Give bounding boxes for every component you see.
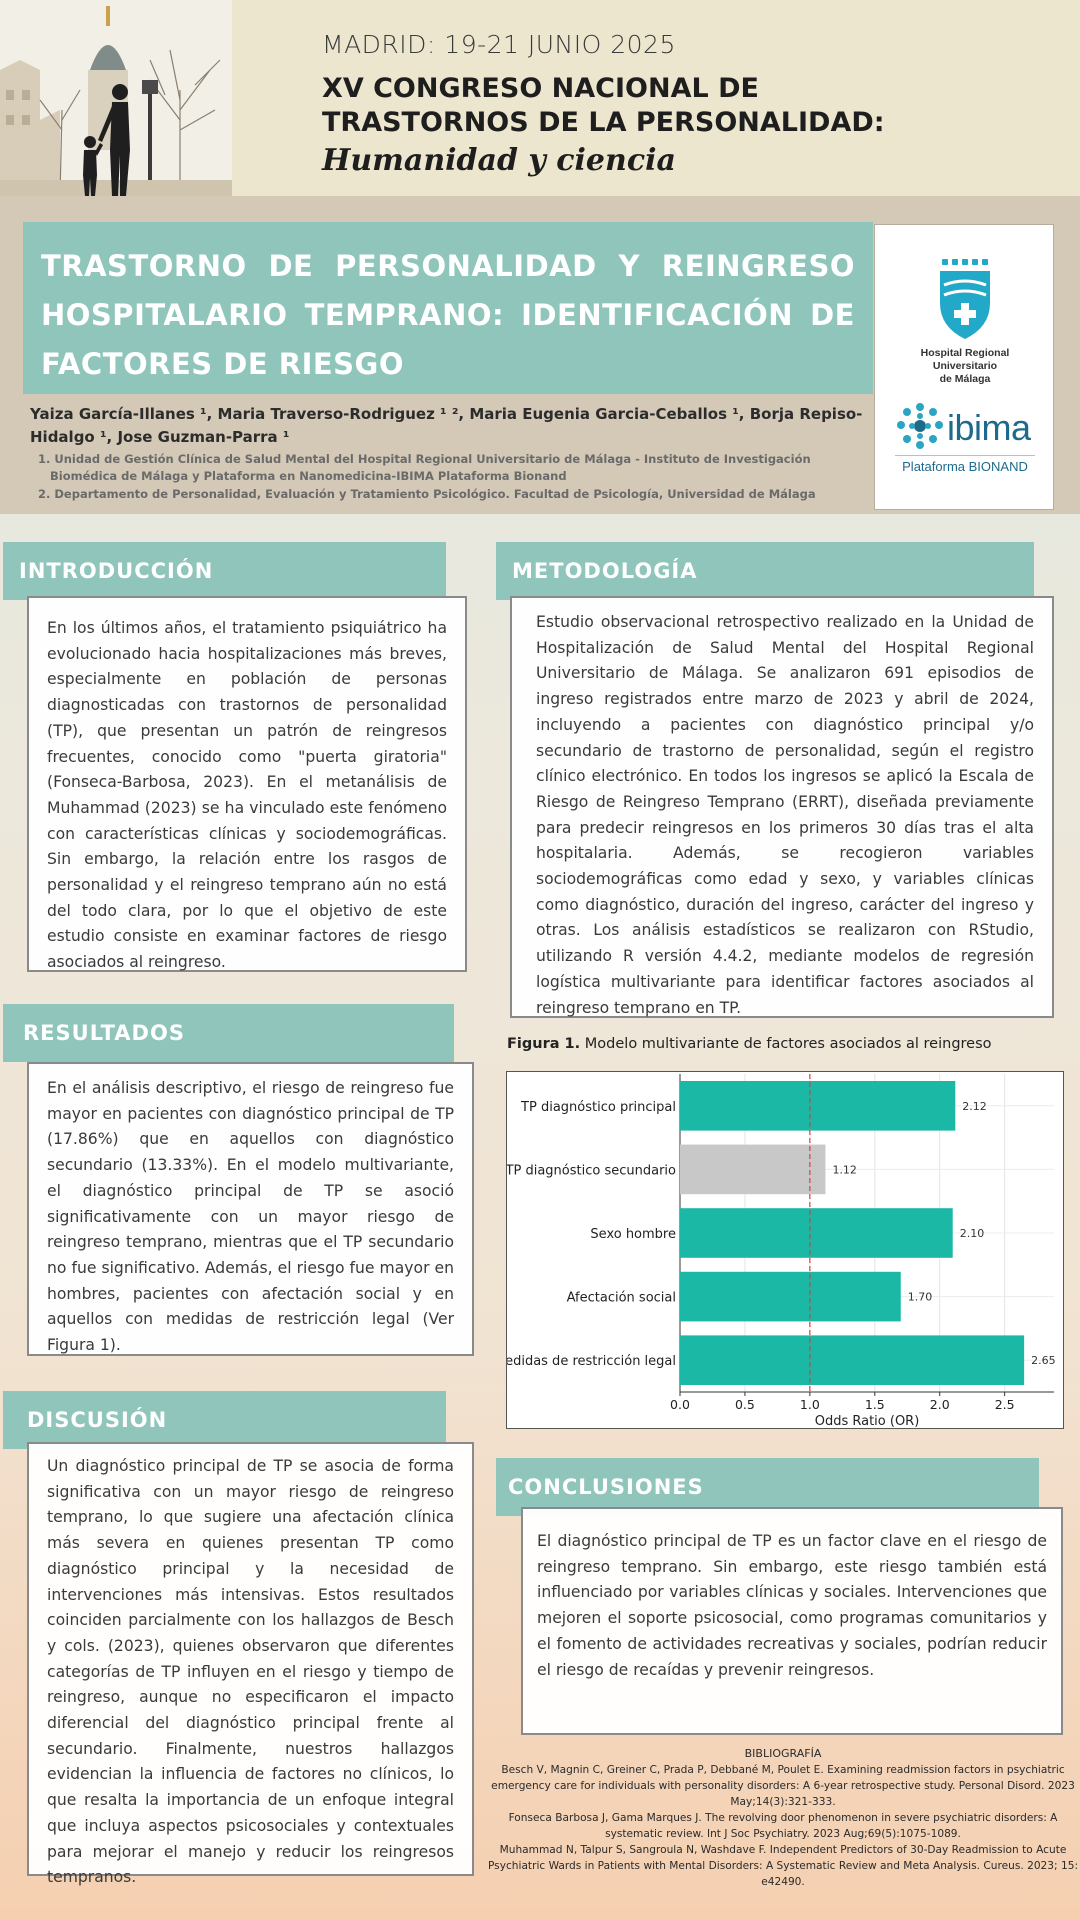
references-title: BIBLIOGRAFÍA <box>744 1747 822 1760</box>
bar-value-label: 1.12 <box>832 1163 857 1177</box>
bar <box>680 1335 1024 1385</box>
discusion-heading: DISCUSIÓN <box>3 1391 446 1449</box>
affiliation-text: Unidad de Gestión Clínica de Salud Mental del Hospital Regional Universitario de Málaga - Instituto de Investigación Biomédica de Málaga y Plataforma en Nanomedicina-IBIMA Plataforma Bionand <box>50 452 811 483</box>
references <box>486 1746 1080 1890</box>
header-illustration <box>0 0 232 196</box>
conference-title-line2: TRASTORNOS DE LA PERSONALIDAD: <box>322 107 885 138</box>
hospital-shield-icon <box>938 259 992 341</box>
figure-caption-text: Modelo multivariante de factores asociados al reingreso <box>580 1036 992 1052</box>
authors: Yaiza García-Illanes ¹, Maria Traverso-Rodriguez ¹ ², Maria Eugenia Garcia-Ceballos ¹, Borja Repiso-Hidalgo ¹, Jose Guzman-Parra ¹ <box>30 405 863 446</box>
category-label: Afectación social <box>566 1290 676 1306</box>
bionand-logo-text: Plataforma BIONAND <box>902 459 1028 474</box>
logos-panel <box>874 224 1054 510</box>
figure-label: Figura 1. <box>507 1036 581 1052</box>
introduccion-text: En los últimos años, el tratamiento psiquiátrico ha evolucionado hacia hospitalizaciones más breves, especialmente en población de personas diagnosticadas con trastornos de personalidad (TP), que presentan un patrón de reingresos frecuentes, conocido como "puerta giratoria" (Fonseca-Barbosa, 2023). En el metanálisis de Muhammad (2023) se ha vinculado este fenómeno con características clínicas y sociodemográficas. Sin embargo, la relación entre los rasgos de personalidad y el reingreso temprano aún no está del todo clara, por lo que el objetivo de este estudio consiste en examinar factores de riesgo asociados al reingreso. <box>47 619 447 972</box>
conference-title <box>322 72 885 140</box>
ibima-logo-text: ibima <box>947 407 1031 448</box>
ibima-molecule-icon <box>895 401 945 451</box>
x-tick-label: 2.5 <box>994 1397 1015 1412</box>
affiliation-number: 2. <box>38 487 51 501</box>
conference-title-line1: XV CONGRESO NACIONAL DE <box>322 73 759 104</box>
figure-chart <box>506 1071 1064 1429</box>
reference-item: Besch V, Magnin C, Greiner C, Prada P, Debbané M, Poulet E. Examining readmission factors in psychiatric emergency care for individuals with personality disorders: A 6-year retrospective study. Personal Disord. 2023 May;14(3):321-333. <box>491 1764 1075 1808</box>
x-axis-title: Odds Ratio (OR) <box>814 1414 920 1428</box>
hospital-name-line2: Universitario <box>932 360 998 372</box>
reference-item: Fonseca Barbosa J, Gama Marques J. The revolving door phenomenon in severe psychiatric disorders: A systematic review. Int J Soc Psychiatry. 2023 Aug;69(5):1075-1089. <box>508 1812 1058 1840</box>
x-tick-label: 1.0 <box>799 1397 820 1412</box>
introduccion-heading: INTRODUCCIÓN <box>3 542 446 600</box>
hospital-name-line3: de Málaga <box>939 373 991 385</box>
conclusiones-box <box>521 1507 1063 1735</box>
hospital-name <box>875 347 1055 386</box>
odds-ratio-chart <box>507 1072 1063 1428</box>
bar-value-label: 2.12 <box>962 1099 987 1113</box>
introduccion-box <box>27 596 467 972</box>
conference-date: MADRID: 19-21 JUNIO 2025 <box>322 30 676 59</box>
discusion-text: Un diagnóstico principal de TP se asocia de forma significativa con un mayor riesgo de reingreso temprano, lo que sugiere una afectación clínica más severa en quienes presentan TP como diagnóstico principal y la necesidad de intervenciones más intensivas. Estos resultados coinciden parcialmente con los hallazgos de Besch y cols. (2023), quienes observaron que diferentes categorías de TP influyen en el riesgo y tiempo de reingreso, aunque no especificaron el impacto diferencial del diagnóstico principal frente al secundario. Finalmente, nuestros hallazgos evidencian la influencia de factores no clínicos, lo que resalta la importancia de un enfoque integral que incluya aspectos psicosociales y contextuales para mejorar el manejo y reducir los reingresos tempranos. <box>47 1457 454 1887</box>
discusion-box <box>27 1442 474 1887</box>
x-tick-label: 1.5 <box>864 1397 885 1412</box>
hospital-name-line1: Hospital Regional <box>920 347 1010 359</box>
affiliation-text: Departamento de Personalidad, Evaluación y Tratamiento Psicológico. Facultad de Psicología, Universidad de Málaga <box>54 487 816 501</box>
poster-title-box <box>23 222 873 394</box>
resultados-box <box>27 1062 474 1356</box>
resultados-heading: RESULTADOS <box>3 1004 454 1062</box>
metodologia-text: Estudio observacional retrospectivo realizado en la Unidad de Hospitalización de Salud Mental del Hospital Regional Universitario de Málaga. Se analizaron 691 episodios de ingreso registrados entre marzo de 2023 y abril de 2024, incluyendo a pacientes con diagnóstico principal y/o secundario de trastorno de personalidad, según el registro clínico electrónico. En todos los ingresos se aplicó la Escala de Riesgo de Reingreso Temprano (ERRT), diseñada previamente para predecir reingresos en los primeros 30 días tras el alta hospitalaria. Además, se recogieron variables sociodemográficas como edad y sexo, y variables clínicas como diagnóstico, duración del ingreso, carácter del ingreso y otras. Los análisis estadísticos se realizaron con RStudio, utilizando R versión 4.4.2, mediante modelos de regresión logística multivariante para identificar factores asociados al reingreso temprano en TP. <box>536 613 1034 1017</box>
conclusiones-text: El diagnóstico principal de TP es un factor clave en el riesgo de reingreso temprano. Sin embargo, este riesgo también está influenciado por variables clínicas y sociales. Intervenciones que mejoren el soporte psicosocial, como programas comunitarios y el fomento de actividades recreativas y sociales, podrían reducir el riesgo de recaídas y prevenir reingresos. <box>537 1532 1047 1679</box>
category-label: TP diagnóstico principal <box>521 1099 676 1115</box>
affiliation-2 <box>38 486 868 503</box>
conference-subtitle: Humanidad y ciencia <box>322 143 676 178</box>
affiliation-number: 1. <box>38 452 51 466</box>
category-label: Medidas de restricción legal <box>507 1354 676 1370</box>
affiliations <box>38 451 868 504</box>
x-tick-label: 0.5 <box>734 1397 755 1412</box>
reference-item: Muhammad N, Talpur S, Sangroula N, Washdave F. Independent Predictors of 30-Day Readmission to Acute Psychiatric Wards in Patients with Mental Disorders: A Systematic Review and Meta Analysis. Cureus. 2023; 15: e42490. <box>487 1844 1079 1888</box>
bar-value-label: 1.70 <box>907 1290 933 1304</box>
x-tick-label: 2.0 <box>929 1397 950 1412</box>
bar <box>680 1272 901 1322</box>
metodologia-box <box>510 596 1054 1018</box>
bar <box>680 1208 953 1258</box>
category-label: Sexo hombre <box>590 1227 676 1242</box>
bar-value-label: 2.65 <box>1031 1354 1056 1368</box>
metodologia-heading: METODOLOGÍA <box>496 542 1034 600</box>
bar <box>680 1145 825 1195</box>
bar <box>680 1081 955 1131</box>
affiliation-1 <box>38 451 868 485</box>
category-label: TP diagnóstico secundario <box>507 1163 676 1179</box>
conclusiones-heading: CONCLUSIONES <box>496 1458 1039 1516</box>
figure-caption <box>507 1036 992 1052</box>
bar-value-label: 2.10 <box>959 1227 985 1240</box>
resultados-text: En el análisis descriptivo, el riesgo de reingreso fue mayor en pacientes con diagnóstico principal de TP (17.86%) que en aquellos con diagnóstico secundario (13.33%). En el modelo multivariante, el diagnóstico principal de TP se asoció significativamente con un mayor riesgo de reingreso temprano, mientras que el TP secundario no fue significativo. Además, el riesgo fue mayor en hombres, pacientes con afectación social y en aquellos con medidas de restricción legal (Ver Figura 1). <box>47 1079 454 1355</box>
x-tick-label: 0.0 <box>670 1397 690 1412</box>
poster-title: TRASTORNO DE PERSONALIDAD Y REINGRESO HOSPITALARIO TEMPRANO: IDENTIFICACIÓN DE FACTORES DE RIESGO <box>41 249 855 381</box>
